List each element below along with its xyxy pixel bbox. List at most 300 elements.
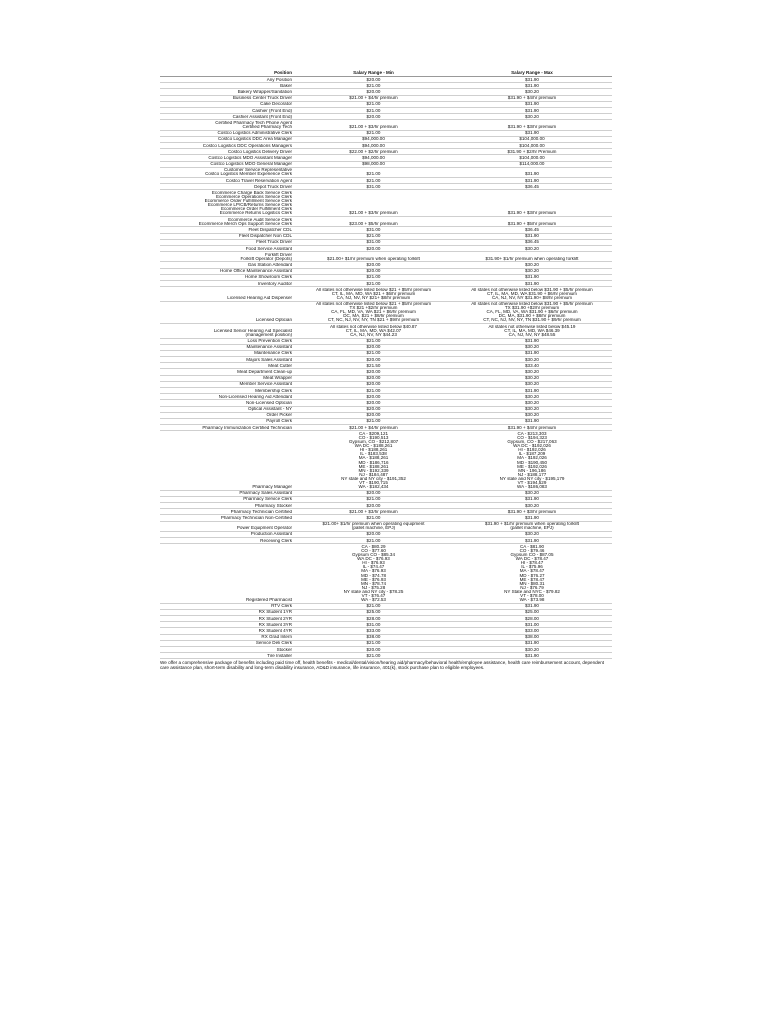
- cell-line: CA - $81.90: [519, 544, 544, 549]
- cell-line: $25.00: [366, 610, 381, 615]
- cell-line: Power Equipment Operator: [236, 526, 292, 531]
- cell-line: Customer Service Representative: [224, 168, 292, 173]
- salary-min-cell: [295, 190, 452, 217]
- cell-line: WA - $182,434: [358, 485, 389, 490]
- cell-line: HI - $192,026: [518, 448, 546, 453]
- cell-line: $21.00+ $1/hr premium when operating equipment: [322, 522, 425, 527]
- cell-line: $38.00: [366, 635, 381, 640]
- cell-line: $38.00: [525, 635, 539, 640]
- cell-line: MA - $76.93: [361, 569, 386, 574]
- cell-line: CA - $209,121: [358, 431, 389, 436]
- cell-line: $104,000.00: [519, 137, 545, 142]
- cell-line: $20.00: [366, 491, 381, 496]
- cell-line: (management position): [245, 332, 292, 337]
- cell-line: Cashier Assistant (Front End): [232, 114, 292, 119]
- table-row: [160, 167, 612, 177]
- cell-line: $21.00: [366, 604, 381, 609]
- cell-line: $21.00 + $4/hr premium: [349, 425, 398, 430]
- cell-line: $30.20: [525, 647, 539, 652]
- cell-line: MN - $80.31: [519, 581, 545, 586]
- cell-line: $20.00: [366, 382, 381, 387]
- cell-line: $20.00: [366, 647, 381, 652]
- cell-line: Pharmacy Technician Non-Certified: [220, 516, 292, 521]
- cell-line: $21.00: [366, 234, 381, 239]
- cell-line: CO - $77.60: [361, 548, 386, 553]
- cell-line: Non-Licensed Hearing Aid Attendant: [218, 394, 292, 399]
- cell-line: $21.00+ $1/hr premium when operating forklift: [327, 256, 420, 261]
- cell-line: Costco Logistics Administrative Clerk: [217, 131, 292, 136]
- salary-min-column-header: Salary Range - Min: [295, 69, 452, 77]
- cell-line: Non-Licensed Optician: [246, 400, 292, 405]
- cell-line: Meat Wrapper: [263, 376, 292, 381]
- cell-line: $31.00: [366, 622, 381, 627]
- cell-line: $20.00: [366, 407, 381, 412]
- cell-line: NJ - $76.79: [520, 585, 544, 590]
- cell-line: $30.20: [525, 262, 539, 267]
- salary-max-cell: [452, 190, 612, 217]
- cell-line: CO - $194,323: [517, 435, 547, 440]
- cell-line: CA, NJ, NV, NY $44.23: [350, 332, 397, 337]
- position-cell: [160, 301, 295, 324]
- cell-line: Pharmacy Technician Certified: [230, 509, 292, 514]
- cell-line: NY state and NY city - $191,352: [341, 476, 406, 481]
- cell-line: Costco Logistics MDO General Manager: [210, 162, 292, 167]
- cell-line: Licensed Optician: [255, 318, 292, 323]
- cell-line: Costco Logistics DDC Area Manager: [217, 137, 292, 142]
- cell-line: CO - $79.46: [519, 548, 545, 553]
- cell-line: Receiving Clerk: [260, 538, 292, 543]
- cell-line: $31.90: [525, 641, 539, 646]
- cell-line: $30.20: [525, 376, 539, 381]
- cell-line: Pharmacy Manager: [252, 485, 292, 490]
- cell-line: $28.00: [525, 616, 539, 621]
- salary-min-cell: [295, 287, 452, 301]
- table-row: [160, 653, 612, 659]
- cell-line: Pharmacy Stocker: [254, 503, 292, 508]
- cell-line: Licensed Hearing Aid Dispenser: [227, 295, 292, 300]
- cell-line: $31.90 + $3/hr premium: [507, 509, 557, 514]
- cell-line: $20.00: [366, 394, 381, 399]
- cell-line: RX Student 2YR: [258, 616, 292, 621]
- cell-line: CA - $213,303: [517, 431, 547, 436]
- salary-min-cell: [295, 521, 452, 531]
- table-row: [160, 217, 612, 227]
- cell-line: CA, FL, MD, VA, WA $21 + $6/hr premium: [331, 310, 416, 315]
- cell-line: CT, NC, NJ, NV, NY, TN $31.90 + $9/hr premium: [483, 318, 581, 323]
- cell-line: RTV Clerk: [271, 604, 292, 609]
- cell-line: MD - $74.78: [360, 573, 387, 578]
- salary-min-cell: [295, 324, 452, 338]
- cell-line: Ecommerce LP/CB/Returns Service Clerk: [207, 203, 292, 208]
- cell-line: $30.20: [525, 90, 539, 95]
- cell-line: IL - $75.96: [521, 565, 543, 570]
- cell-line: All states not otherwise listed below $31.90 + $5/hr premium: [471, 302, 593, 307]
- salary-min-cell: [295, 217, 452, 227]
- cell-line: Ecommerce Audit Service Clerk: [228, 217, 292, 222]
- cell-line: $31.90: [525, 102, 539, 107]
- cell-line: Home Showroom Clerk: [245, 275, 292, 280]
- cell-line: TX $21 +$2/hr premium: [349, 306, 398, 311]
- cell-line: MA - $192,026: [517, 456, 547, 461]
- cell-line: Optical Assistant - NY: [248, 407, 292, 412]
- cell-line: CA, NJ, NV, NY $31.90+ $8/hr premium: [492, 295, 572, 300]
- cell-line: $31.90 + $5/hr premium: [507, 221, 557, 226]
- cell-line: $20.00: [366, 503, 381, 508]
- cell-line: Ecommerce Order Fulfillment Clerk: [221, 207, 292, 212]
- cell-line: CA, FL, MD, VA, WA $31.90 + $6/hr premium: [486, 310, 578, 315]
- cell-line: Gas Station Attendant: [247, 262, 292, 267]
- cell-line: $31.90: [525, 497, 539, 502]
- cell-line: $30.20: [525, 532, 539, 537]
- cell-line: MN - $78.74: [360, 581, 387, 586]
- cell-line: $20.00: [366, 77, 381, 82]
- cell-line: CT, NC, NJ, NV, NY, TN $21 + $9/hr premium: [327, 318, 420, 323]
- salary-max-cell: [452, 431, 612, 490]
- cell-line: Gypsum, CO - $217,063: [507, 440, 557, 445]
- cell-line: Costco Logistics Member Experience Clerk: [205, 172, 292, 177]
- cell-line: $21.00: [366, 102, 381, 107]
- cell-line: $31.90: [525, 351, 539, 356]
- cell-line: All states not otherwise listed below $21 + $5/hr premium: [315, 302, 432, 307]
- cell-line: IL - $74.47: [362, 565, 385, 570]
- cell-line: Bakery Wrapper/Sanitation: [237, 90, 292, 95]
- cell-line: $31.90+ $1/hr premium when operating forklift: [485, 256, 579, 261]
- cell-line: WA DC - $188,261: [354, 444, 393, 449]
- cell-line: Maintenance Clerk: [254, 351, 292, 356]
- cell-line: VT - $76.47: [361, 593, 386, 598]
- cell-line: Service Deli Clerk: [255, 641, 292, 646]
- cell-line: $20.00: [366, 246, 381, 251]
- cell-line: $21.00: [366, 419, 381, 424]
- cell-line: WA - $73.98: [519, 598, 545, 603]
- cell-line: $21.00 + $4/hr premium: [349, 96, 398, 101]
- cell-line: $31.90: [525, 172, 539, 177]
- cell-line: CA, NJ, NV, NY $21+ $8/hr premium: [336, 295, 411, 300]
- cell-line: CA - $80.29: [361, 544, 386, 549]
- cell-line: Cake Decorator: [260, 102, 292, 107]
- cell-line: $98,000.00: [362, 162, 385, 167]
- position-cell: [160, 190, 295, 217]
- cell-line: MD - $76.27: [519, 573, 545, 578]
- cell-line: $30.20: [525, 491, 539, 496]
- cell-line: IL - $183,538: [360, 452, 387, 457]
- cell-line: Fleet Dispatcher CDL: [248, 227, 292, 232]
- cell-line: $23.00 + $5/hr premium: [349, 221, 398, 226]
- salary-max-cell: [452, 252, 612, 262]
- cell-line: $94,000.00: [362, 143, 385, 148]
- cell-line: $31.90: [525, 131, 539, 136]
- cell-line: CT, IL, MA, MD, WA $31.90 + $6/hr premium: [487, 291, 577, 296]
- cell-line: Ecommerce Operations Service Clerk: [215, 195, 292, 200]
- cell-line: $31.90 + $4/hr premium: [507, 96, 557, 101]
- cell-line: DC, MA, $31.90 + $8/hr premium: [498, 314, 566, 319]
- cell-line: $31.90 + $1/hr premium when operating forklift: [484, 522, 580, 527]
- cell-line: RX Student 3YR: [258, 622, 292, 627]
- cell-line: Ecommerce Returns Logistics Clerk: [219, 211, 292, 216]
- salary-min-cell: [295, 301, 452, 324]
- cell-line: Baker: [280, 83, 292, 88]
- cell-line: $104,000.00: [519, 155, 545, 160]
- cell-line: $31.90: [525, 604, 539, 609]
- cell-line: IL - $187,209: [518, 452, 546, 457]
- position-cell: [160, 653, 295, 659]
- header-row: [160, 69, 612, 77]
- cell-line: $21.00 + $3/hr premium: [349, 509, 398, 514]
- cell-line: HI - $188,261: [359, 448, 388, 453]
- cell-line: Ecommerce Order Fulfillment Service Clerk: [204, 199, 292, 204]
- cell-line: CO - $190,513: [358, 435, 389, 440]
- salary-max-column-header: Salary Range - Max: [452, 69, 612, 77]
- cell-line: $33.00: [525, 629, 539, 634]
- cell-line: RX Student 1YR: [258, 610, 292, 615]
- cell-line: MA - $188,261: [358, 456, 389, 461]
- cell-line: ME - $76.93: [361, 577, 386, 582]
- cell-line: $30.20: [525, 114, 539, 119]
- table-row: [160, 190, 612, 217]
- cell-line: CT, IL, MA, MD, WA $46.39: [504, 328, 560, 333]
- table-row: [160, 324, 612, 338]
- cell-line: $30.20: [525, 345, 539, 350]
- cell-line: All states not otherwise listed below $31.90 + $5/hr premium: [471, 287, 593, 292]
- cell-line: Pharmacy Immunization Certified Technician: [202, 425, 292, 430]
- cell-line: $94,000.00: [362, 155, 385, 160]
- cell-line: $31.90: [525, 83, 539, 88]
- cell-line: MD - $186,716: [358, 460, 389, 465]
- salary-max-cell: [452, 301, 612, 324]
- salary-max-cell: [452, 120, 612, 130]
- cell-line: Depot Truck Driver: [254, 184, 292, 189]
- table-row: [160, 120, 612, 130]
- table-row: [160, 287, 612, 301]
- cell-line: $30.20: [525, 394, 539, 399]
- cell-line: Production Assistant: [250, 532, 292, 537]
- cell-line: $31.00: [366, 240, 381, 245]
- cell-line: ME - $188,261: [358, 464, 389, 469]
- salary-max-cell: [452, 217, 612, 227]
- cell-line: WA DC - $76.93: [357, 557, 390, 562]
- cell-line: $21.00: [366, 83, 381, 88]
- salary-max-cell: [452, 653, 612, 659]
- cell-line: Costco Logistics MDO Assistant Manager: [208, 155, 292, 160]
- salary-document: [160, 69, 612, 670]
- cell-line: $31.90 + $3/hr premium: [507, 211, 557, 216]
- cell-line: $21.00: [366, 172, 381, 177]
- cell-line: $21.00: [366, 178, 381, 183]
- cell-line: Payroll Clerk: [266, 419, 292, 424]
- cell-line: CT, IL, MA, MD, WA $42.07: [345, 328, 402, 333]
- cell-line: Meat Cutter: [268, 363, 292, 368]
- position-cell: [160, 287, 295, 301]
- cell-line: Meat Department Clean-up: [237, 369, 292, 374]
- cell-line: HI - $78.47: [520, 561, 544, 566]
- position-cell: [160, 544, 295, 603]
- cell-line: Certified Pharmacy Tech Phone Agent: [215, 120, 292, 125]
- cell-line: $33.40: [525, 363, 539, 368]
- cell-line: $31.90: [525, 77, 539, 82]
- table-body: [160, 77, 612, 659]
- position-cell: [160, 324, 295, 338]
- cell-line: $25.00: [525, 610, 539, 615]
- cell-line: $33.00: [366, 629, 381, 634]
- cell-line: Business Center Truck Driver: [232, 96, 292, 101]
- cell-line: NJ - $184,487: [359, 472, 388, 477]
- salary-min-cell: [295, 252, 452, 262]
- cell-line: $31.90: [525, 178, 539, 183]
- cell-line: $20.00: [366, 532, 381, 537]
- cell-line: $30.20: [525, 382, 539, 387]
- cell-line: $30.20: [525, 413, 539, 418]
- table-row: [160, 544, 612, 603]
- cell-line: Certified Pharmacy Tech: [242, 125, 292, 130]
- cell-line: $21.00: [366, 131, 381, 136]
- cell-line: (pallet machine, EPJ): [510, 526, 554, 531]
- cell-line: $30.20: [525, 407, 539, 412]
- position-cell: [160, 252, 295, 262]
- cell-line: $31.90: [525, 419, 539, 424]
- cell-line: $21.00: [366, 653, 381, 658]
- position-cell: [160, 521, 295, 531]
- cell-line: $30.20: [525, 400, 539, 405]
- cell-line: NJ - $188,177: [517, 472, 547, 477]
- cell-line: $31.90: [525, 516, 539, 521]
- cell-line: $22.00 + $2/hr premium: [349, 149, 398, 154]
- cell-line: $31.90: [525, 108, 539, 113]
- salary-max-cell: [452, 544, 612, 603]
- cell-line: $31.90 + $3/hr premium: [507, 125, 557, 130]
- cell-line: Costco Logistics DDC Operations Managers: [202, 143, 292, 148]
- cell-line: $114,000.00: [519, 162, 545, 167]
- cell-line: MA - $78.47: [519, 569, 545, 574]
- cell-line: Registered Pharmacist: [246, 598, 292, 603]
- cell-line: NY State and NYC - $79.82: [504, 589, 560, 594]
- cell-line: $31.90: [525, 653, 539, 658]
- cell-line: $20.00: [366, 376, 381, 381]
- cell-line: VT - $78.00: [520, 593, 544, 598]
- position-cell: [160, 120, 295, 130]
- cell-line: ME - $78.47: [519, 577, 545, 582]
- cell-line: $31.00: [366, 227, 381, 232]
- cell-line: RX Student 4YR: [258, 629, 292, 634]
- cell-line: $30.20: [525, 246, 539, 251]
- cell-line: Pharmacy Service Clerk: [243, 497, 292, 502]
- cell-line: Loss Prevention Clerk: [247, 339, 292, 344]
- cell-line: Licensed Senior Hearing Aid Specialist: [213, 328, 292, 333]
- cell-line: $31.90: [525, 234, 539, 239]
- cell-line: All states not otherwise listed below $40.87: [330, 324, 417, 329]
- cell-line: $21.00 + $3/hr premium: [349, 125, 398, 130]
- cell-line: Inventory Auditor: [257, 281, 292, 286]
- cell-line: MN - 196,186: [518, 468, 546, 473]
- cell-line: All states not otherwise listed below $45.19: [488, 324, 576, 329]
- cell-line: ME - $192,026: [517, 464, 547, 469]
- cell-line: $20.00: [366, 400, 381, 405]
- cell-line: Maintenance Assistant: [246, 345, 292, 350]
- cell-line: $31.90 + $2/hr Premium: [507, 149, 557, 154]
- salary-min-cell: [295, 544, 452, 603]
- cell-line: $21.00: [366, 388, 381, 393]
- cell-line: MD - $190,450: [516, 460, 548, 465]
- cell-line: WA - $72.53: [361, 598, 386, 603]
- cell-line: $20.00: [366, 413, 381, 418]
- cell-line: $20.00: [366, 357, 381, 362]
- table-header: [160, 69, 612, 77]
- cell-line: WA DC - $78.47: [515, 557, 549, 562]
- position-column-header: Position: [160, 69, 295, 77]
- cell-line: $36.45: [525, 240, 539, 245]
- cell-line: WA DC - $192,026: [513, 444, 551, 449]
- cell-line: Ecommerce Charge Back Service Clerk: [211, 191, 292, 196]
- cell-line: $28.00: [366, 616, 381, 621]
- table-row: [160, 521, 612, 531]
- salary-max-cell: [452, 521, 612, 531]
- cell-line: Gypsum CO - $85.34: [352, 553, 395, 558]
- cell-line: Any Position: [266, 77, 292, 82]
- cell-line: $20.00: [366, 345, 381, 350]
- cell-line: RX Grad Intern: [261, 635, 292, 640]
- cell-line: Cashier (Front End): [252, 108, 292, 113]
- cell-line: NY state and NY city - $78.25: [343, 589, 404, 594]
- position-cell: [160, 431, 295, 490]
- salary-min-cell: [295, 120, 452, 130]
- cell-line: Pharmacy Sales Assistant: [239, 491, 292, 496]
- cell-line: $21.00: [366, 497, 381, 502]
- cell-line: $31.90: [525, 275, 539, 280]
- cell-line: $30.20: [525, 269, 539, 274]
- cell-line: Ecommerce Merch Ops Support Service Clerk: [198, 221, 292, 226]
- salary-table: [160, 69, 612, 659]
- salary-min-cell: [295, 167, 452, 177]
- cell-line: $30.20: [525, 503, 539, 508]
- cell-line: $31.00: [525, 622, 539, 627]
- cell-line: HI - $76.93: [362, 561, 385, 566]
- cell-line: $21.00 + $3/hr premium: [349, 211, 398, 216]
- cell-line: Tire Installer: [267, 653, 292, 658]
- table-row: [160, 252, 612, 262]
- cell-line: $21.00: [366, 275, 381, 280]
- salary-min-cell: [295, 653, 452, 659]
- salary-min-cell: [295, 431, 452, 490]
- cell-line: $20.00: [366, 114, 381, 119]
- table-row: [160, 431, 612, 490]
- cell-line: $31.90 + $4/hr premium: [507, 425, 557, 430]
- salary-max-cell: [452, 167, 612, 177]
- cell-line: Gypsum CO - $87.05: [510, 553, 554, 558]
- cell-line: $30.20: [525, 357, 539, 362]
- cell-line: TX $31.90 +$2/hr premium: [504, 306, 560, 311]
- cell-line: (pallet machine, EPJ): [351, 526, 396, 531]
- salary-max-cell: [452, 324, 612, 338]
- cell-line: $104,000.00: [519, 143, 545, 148]
- cell-line: MN - $192,339: [358, 468, 389, 473]
- cell-line: $20.00: [366, 262, 381, 267]
- cell-line: Gypsum, CO - $212,807: [348, 440, 399, 445]
- cell-line: Forklift Driver: [264, 252, 292, 257]
- cell-line: $21.00: [366, 641, 381, 646]
- cell-line: $21.00: [366, 339, 381, 344]
- cell-line: DC, MA, $21 + $8/hr premium: [343, 314, 404, 319]
- cell-line: Fleet Truck Driver: [256, 240, 292, 245]
- cell-line: $94,000.00: [362, 137, 385, 142]
- cell-line: $21.00: [366, 108, 381, 113]
- cell-line: $31.90: [525, 538, 539, 543]
- cell-line: VT - $194,529: [517, 480, 547, 485]
- position-cell: [160, 217, 295, 227]
- benefits-footnote: We offer a comprehensive package of benefits including paid time off, health benefits - medical/dental/vision/hearing aid/pharmacy/behavioral health/employee assistance, health care reimbursement account, dependent care assistance plan, short-term disability and long-term disability insurance, AD&D insurance, life insurance, 401(k), stock purchase plan to eligible employees.: [160, 660, 605, 671]
- cell-line: $30.20: [525, 369, 539, 374]
- cell-line: $36.45: [525, 184, 539, 189]
- cell-line: $21.00: [366, 538, 381, 543]
- table-row: [160, 301, 612, 324]
